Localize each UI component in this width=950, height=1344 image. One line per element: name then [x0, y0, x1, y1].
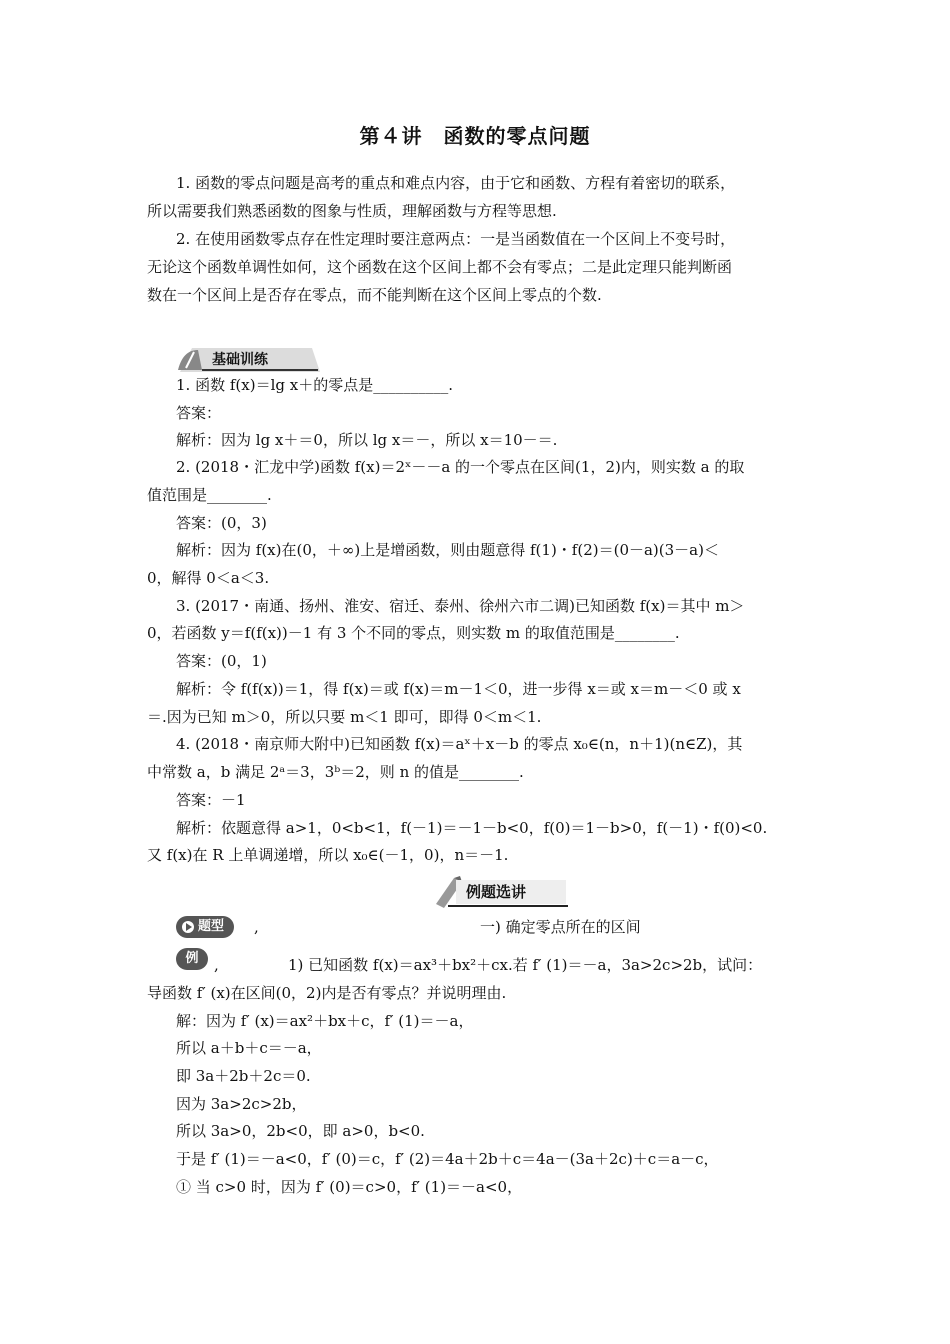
- basic-line: 值范围是________.: [147, 486, 272, 504]
- play-icon: [182, 921, 194, 933]
- page-title: 第４讲 函数的零点问题: [359, 124, 591, 148]
- basic-line: 解析：令 f(f(x))＝1，得 f(x)＝或 f(x)＝m－1＜0，进一步得 x＝或 x＝m－＜0 或 x: [176, 680, 741, 698]
- basic-line: 解析：依题意得 a>1，0<b<1，f(－1)＝－1－b<0，f(0)＝1－b>0，f(－1)・f(0)<0.: [176, 819, 768, 837]
- intro-line: 所以需要我们熟悉函数的图象与性质，理解函数与方程等思想.: [147, 202, 557, 220]
- intro-line: 无论这个函数单调性如何，这个函数在这个区间上都不会有零点；二是此定理只能判断函: [147, 258, 733, 276]
- example-line: 导函数 f′ (x)在区间(0，2)内是否有零点？并说明理由.: [147, 984, 507, 1002]
- example-line: ① 当 c>0 时，因为 f′ (0)＝c>0，f′ (1)＝－a<0，: [176, 1178, 523, 1196]
- intro-line: 数在一个区间上是否存在零点，而不能判断在这个区间上零点的个数.: [147, 286, 602, 304]
- basic-line: 2. (2018・汇龙中学)函数 f(x)＝2ˣ－－a 的一个零点在区间(1，2)内，则实数 a 的取: [176, 458, 745, 476]
- example-line: 所以 a＋b＋c＝－a，: [176, 1039, 322, 1057]
- basic-line: ＝.因为已知 m＞0，所以只要 m＜1 即可，即得 0＜m＜1.: [147, 708, 542, 726]
- example-line: 解：因为 f′ (x)＝ax²＋bx＋c，f′ (1)＝－a，: [176, 1012, 474, 1030]
- example-line: 所以 3a>0，2b<0，即 a>0，b<0.: [176, 1122, 425, 1140]
- type-title: 一) 确定零点所在的区间: [480, 918, 641, 936]
- example-line: 因为 3a>2c>2b，: [176, 1095, 307, 1113]
- basic-line: 解析：因为 f(x)在(0，＋∞)上是增函数，则由题意得 f(1)・f(2)＝(0－a)(3－a)＜: [176, 541, 719, 559]
- basic-line: 0，解得 0＜a＜3.: [147, 569, 270, 587]
- basic-line: 1. 函数 f(x)＝lg x＋的零点是__________.: [176, 376, 453, 394]
- example-comma: ,: [214, 956, 219, 974]
- basic-line: 又 f(x)在 R 上单调递增，所以 x₀∈(－1，0)，n＝－1.: [147, 846, 509, 864]
- examples-banner: [432, 874, 572, 910]
- basic-line: 中常数 a，b 满足 2ᵃ＝3，3ᵇ＝2，则 n 的值是________.: [147, 763, 524, 781]
- example-line: 1) 已知函数 f(x)＝ax³＋bx²＋cx.若 f′ (1)＝－a，3a>2c>2b，试问：: [288, 956, 763, 974]
- basic-training-label: 基础训练: [212, 352, 268, 368]
- basic-line: 答案：(0，1): [176, 652, 267, 670]
- basic-line: 4. (2018・南京师大附中)已知函数 f(x)＝aˣ＋x－b 的零点 x₀∈(n，n＋1)(n∈Z)，其: [176, 735, 743, 753]
- example-tag: 例: [176, 948, 208, 970]
- question-type-tag: [176, 916, 234, 938]
- basic-training-banner: [172, 344, 322, 374]
- example-line: 即 3a＋2b＋2c＝0.: [176, 1067, 311, 1085]
- intro-line: 2. 在使用函数零点存在性定理时要注意两点：一是当函数值在一个区间上不变号时，: [176, 230, 736, 248]
- basic-line: 答案：－1: [176, 791, 246, 809]
- basic-line: 解析：因为 lg x＋＝0，所以 lg x＝－，所以 x＝10－＝.: [176, 431, 558, 449]
- intro-line: 1. 函数的零点问题是高考的重点和难点内容，由于它和函数、方程有着密切的联系，: [176, 174, 736, 192]
- example-line: 于是 f′ (1)＝－a<0，f′ (0)＝c，f′ (2)＝4a＋2b＋c＝4a－(3a＋2c)＋c＝a－c，: [176, 1150, 719, 1168]
- question-type-label: 题型: [198, 919, 225, 934]
- basic-line: 答案：: [176, 404, 222, 422]
- type-comma: ,: [254, 918, 259, 936]
- basic-line: 0，若函数 y＝f(f(x))－1 有 3 个不同的零点，则实数 m 的取值范围是________.: [147, 624, 680, 642]
- examples-label: 例题选讲: [466, 883, 527, 901]
- basic-line: 答案：(0，3): [176, 514, 267, 532]
- basic-line: 3. (2017・南通、扬州、淮安、宿迁、泰州、徐州六市二调)已知函数 f(x)＝其中 m＞: [176, 597, 745, 615]
